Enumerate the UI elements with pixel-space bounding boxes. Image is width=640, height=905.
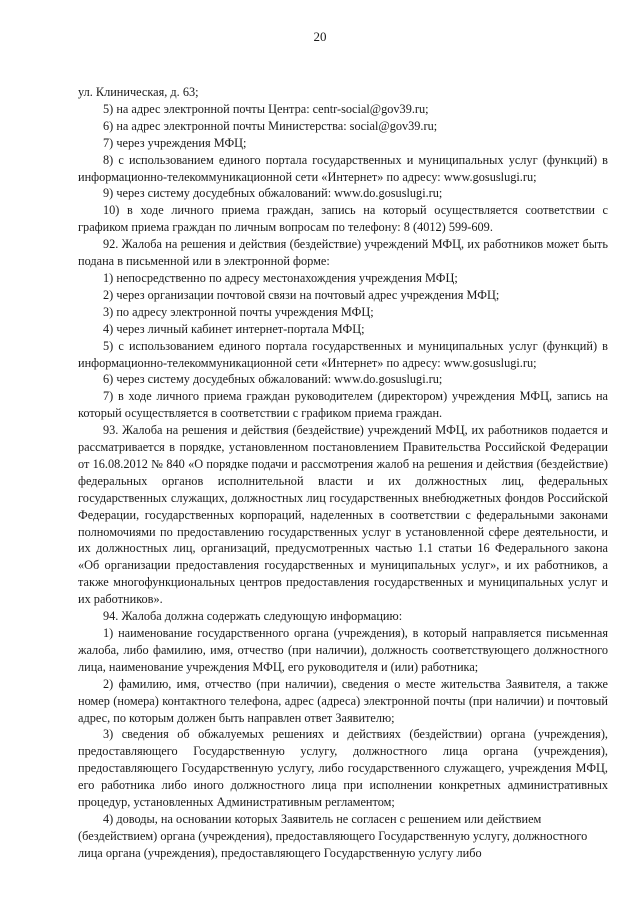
paragraph: 5) на адрес электронной почты Центра: centr-social@gov39.ru; [103,101,429,116]
paragraph: 9) через систему досудебных обжалований: www.do.gosuslugi.ru; [103,186,443,201]
paragraph: 4) через личный кабинет интернет-портала МФЦ; [103,321,365,336]
paragraph: 94. Жалоба должна содержать следующую информацию: [103,609,403,624]
paragraph: 2) через организации почтовой связи на почтовый адрес учреждения МФЦ; [103,287,500,302]
paragraph: 2) фамилию, имя, отчество (при наличии), сведения о месте жительства Заявителя, а также номер (номера) контактного телефона, адрес (адреса) электронной почты (при наличии) и почтовый адрес, по которым должен быть направлен ответ Заявителю; [78,676,608,725]
paragraph: 7) через учреждения МФЦ; [103,135,247,150]
paragraph: 1) наименование государственного органа (учреждения), в который направляется письменная жалоба, либо фамилию, имя, отчество (при наличии), должность соответствующего должностного лица, наименование учреждения МФЦ, его руководителя и (или) работника; [78,626,608,674]
paragraph: 3) сведения об обжалуемых решениях и действиях (бездействии) органа (учреждения), предоставляющего Государственную услугу, должностного лица органа (учреждения), предоставляющего Государственную услугу, либо государственного служащего, учреждения МФЦ, его работника либо иного должностного лица при исполнении конкретных административных процедур, установленных Административным регламентом; [78,727,608,810]
paragraph: 1) непосредственно по адресу местонахождения учреждения МФЦ; [103,270,458,285]
paragraph: 6) на адрес электронной почты Министерства: social@gov39.ru; [103,118,438,133]
paragraph: 10) в ходе личного приема граждан, запись на который осуществляется соответствии с графиком приема граждан по личным вопросам по телефону: 8 (4012) 599-609. [78,203,608,235]
paragraph: 93. Жалоба на решения и действия (бездействие) учреждений МФЦ, их работников подается и рассматривается в порядке, установленном постановлением Правительства Российской Федерации от 16.08.2012 № 840 «О порядке подачи и рассмотрения жалоб на решения и действия (бездействие) федеральных органов исполнительной власти и их должностных лиц, федеральных государственных служащих, должностных лиц государственных внебюджетных фондов Российской Федерации, государственных корпораций, наделенных в соответствии с федеральными законами полномочиями по предоставлению государственных услуг в установленной сфере деятельности, и их должностных лиц, организаций, предусмотренных частью 1.1 статьи 16 Федерального закона «Об организации предоставления государственных и муниципальных услуг», и их работников, а также многофункциональных центров предоставления государственных и муниципальных услуг и их работников». [78,423,608,607]
paragraph: 5) с использованием единого портала государственных и муниципальных услуг (функций) в информационно-телекоммуникационной сети «Интернет» по адресу: www.gosuslugi.ru; [78,338,608,370]
paragraph: 92. Жалоба на решения и действия (бездействие) учреждений МФЦ, их работников может быть подана в письменной или в электронной форме: [78,237,608,269]
document-body [78,84,608,862]
page-number: 20 [313,29,327,44]
paragraph: 8) с использованием единого портала государственных и муниципальных услуг (функций) в информационно-телекоммуникационной сети «Интернет» по адресу: www.gosuslugi.ru; [78,152,608,184]
paragraph: 6) через систему досудебных обжалований: www.do.gosuslugi.ru; [103,372,443,387]
paragraph: 7) в ходе личного приема граждан руководителем (директором) учреждения МФЦ, запись на который осуществляется в соответствии с графиком приема граждан. [78,389,608,421]
paragraph: ул. Клиническая, д. 63; [78,85,199,99]
paragraph: 3) по адресу электронной почты учреждения МФЦ; [103,304,374,319]
paragraph: 4) доводы, на основании которых Заявитель не согласен с решением или действием (бездействием) органа (учреждения), предоставляющего Государственную услугу, должностного лица органа (учреждения), предоставляющего Государственную услугу либо [78,811,588,860]
